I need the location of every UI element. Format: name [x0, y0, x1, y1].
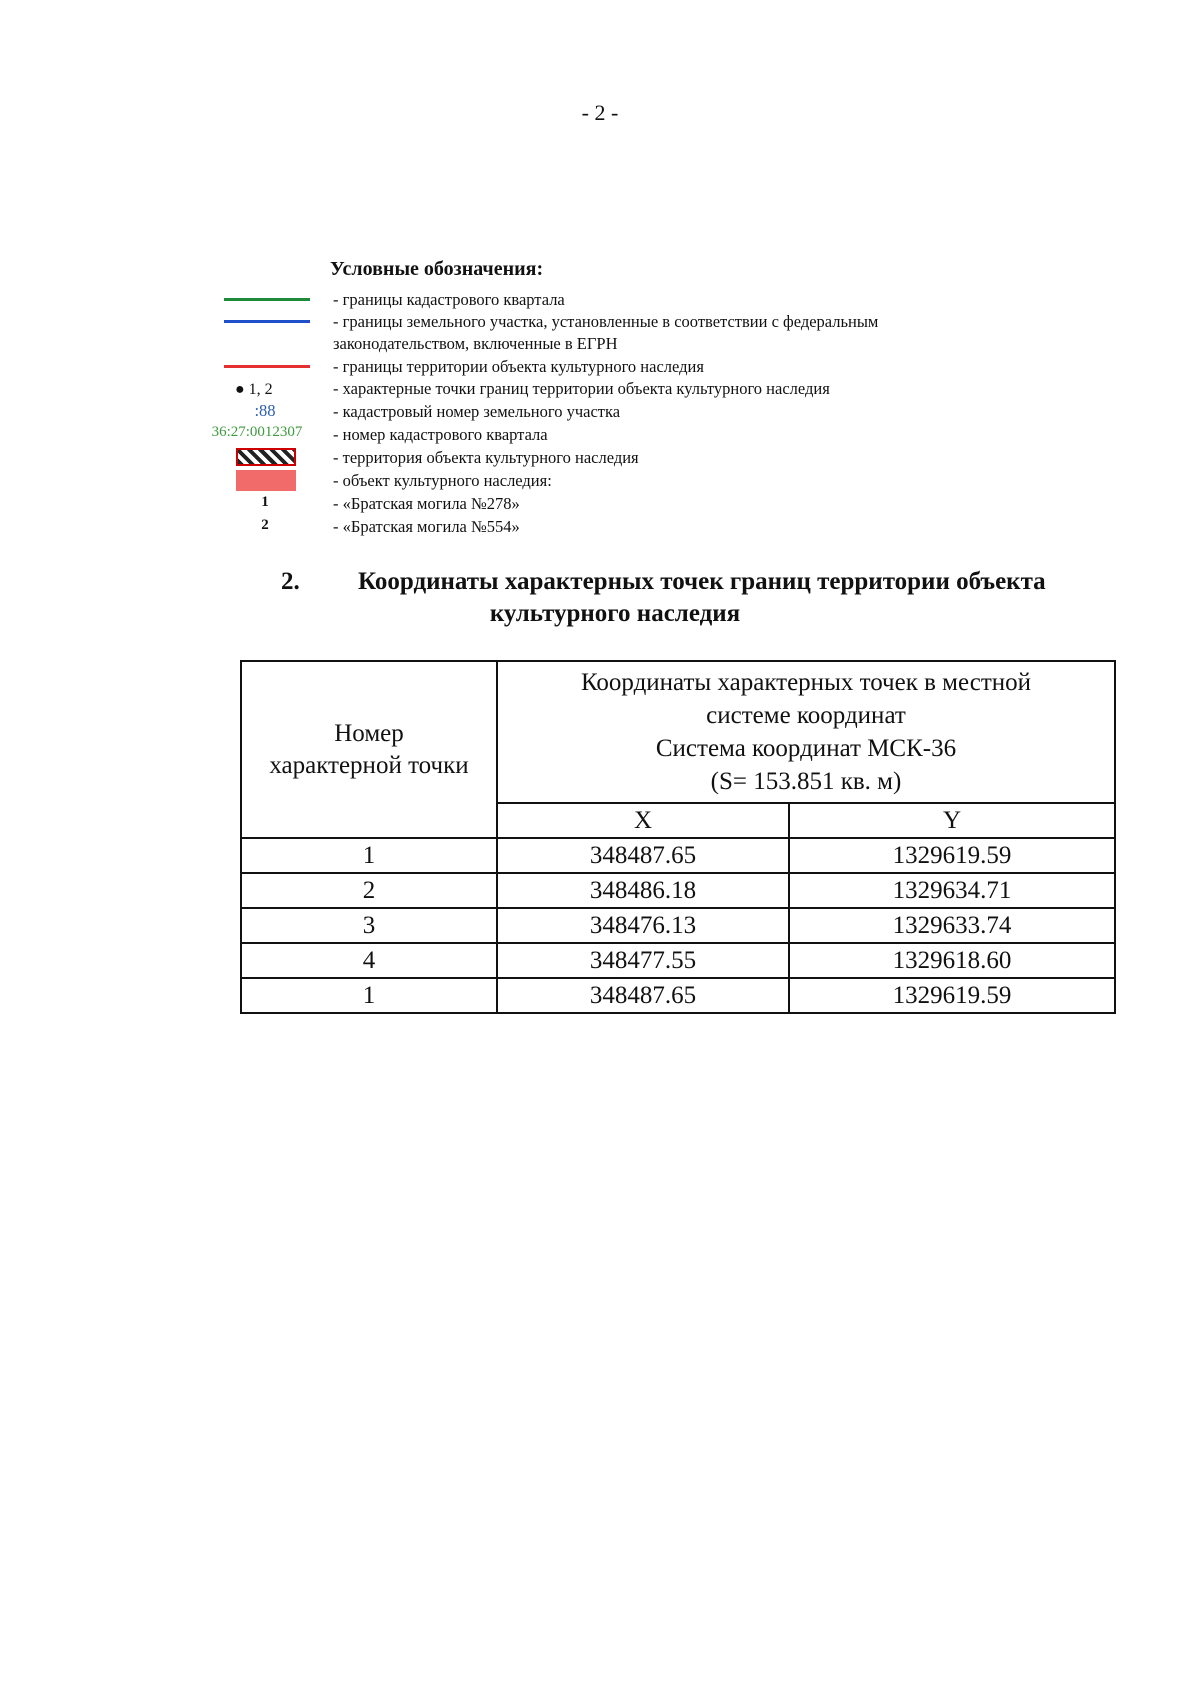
cell-x: 348477.55 — [497, 943, 789, 978]
table-row — [241, 873, 1115, 908]
header-point-number — [241, 661, 497, 838]
legend-text: - «Братская могила №278» — [333, 494, 520, 513]
legend-row-parcel-border-cont — [200, 333, 1100, 355]
legend-row-heritage-border — [200, 356, 1100, 378]
legend-row-parcel-border — [200, 311, 1100, 333]
cell-y: 1329633.74 — [789, 908, 1115, 943]
header-point-line: характерной точки — [269, 751, 469, 779]
legend-text: - границы земельного участка, установленные в соответствии с федеральным — [333, 312, 879, 331]
table-row — [241, 838, 1115, 873]
legend-text: - границы кадастрового квартала — [333, 290, 565, 309]
cell-y: 1329634.71 — [789, 873, 1115, 908]
blue-line-symbol — [224, 320, 310, 323]
cell-point-number: 1 — [241, 838, 497, 873]
legend-title: Условные обозначения: — [330, 258, 544, 280]
object-number-symbol: 1 — [261, 494, 269, 510]
cell-point-number: 1 — [241, 978, 497, 1013]
legend-row-heritage-territory — [200, 447, 1100, 469]
object-number-symbol: 2 — [261, 517, 269, 533]
section-title-line-2: культурного наследия — [489, 600, 741, 627]
quarter-number-symbol: 36:27:0012307 — [211, 424, 303, 440]
hatched-area-symbol — [236, 448, 296, 466]
header-coords-line: Система координат МСК-36 — [655, 735, 957, 762]
header-coordinates — [497, 661, 1115, 803]
legend-text: - номер кадастрового квартала — [333, 425, 548, 444]
cell-x: 348476.13 — [497, 908, 789, 943]
page-number: - 2 - — [581, 100, 619, 125]
legend-row-heritage-object — [200, 470, 1100, 492]
section-title-line-2-wrap — [240, 598, 1200, 630]
point-symbol-label: 1, 2 — [248, 381, 273, 398]
table-row — [241, 978, 1115, 1013]
red-line-symbol — [224, 365, 310, 368]
legend-text: - территория объекта культурного наследия — [333, 448, 639, 467]
cell-y: 1329619.59 — [789, 838, 1115, 873]
legend-row-points — [200, 378, 1100, 400]
legend-text: законодательством, включенные в ЕГРН — [333, 334, 618, 353]
cell-point-number: 2 — [241, 873, 497, 908]
cell-x: 348487.65 — [497, 978, 789, 1013]
header-x: X — [497, 803, 789, 838]
legend-row-quarter-number — [200, 424, 1100, 446]
red-fill-symbol — [236, 470, 296, 491]
point-symbol: ● 1, 2 — [235, 381, 273, 398]
table-row — [241, 943, 1115, 978]
cell-point-number: 4 — [241, 943, 497, 978]
legend-row-object-1 — [200, 493, 1100, 515]
legend-row-quarter-border — [200, 289, 1100, 311]
legend-row-object-2 — [200, 516, 1100, 538]
green-line-symbol — [224, 298, 310, 301]
legend-text: - кадастровый номер земельного участка — [333, 402, 621, 421]
header-y: Y — [789, 803, 1115, 838]
legend-row-parcel-number — [200, 401, 1100, 423]
table-header-row — [241, 661, 1115, 803]
table-row — [241, 908, 1115, 943]
parcel-number-symbol: :88 — [254, 401, 276, 420]
header-coords-line: (S= 153.851 кв. м) — [710, 768, 902, 795]
legend-text: - «Братская могила №554» — [333, 517, 520, 536]
legend-text: - объект культурного наследия: — [333, 471, 552, 490]
cell-y: 1329618.60 — [789, 943, 1115, 978]
cell-point-number: 3 — [241, 908, 497, 943]
header-coords-line: Координаты характерных точек в местной — [580, 669, 1031, 696]
cell-x: 348486.18 — [497, 873, 789, 908]
legend-text: - характерные точки границ территории объекта культурного наследия — [333, 379, 830, 398]
header-coords-line: системе координат — [706, 702, 906, 729]
section-number: 2. — [281, 568, 300, 595]
header-point-line: Номер — [334, 719, 404, 747]
cell-x: 348487.65 — [497, 838, 789, 873]
coordinates-table — [240, 660, 1116, 1014]
section-title-line-1: Координаты характерных точек границ территории объекта — [358, 568, 1046, 595]
legend-text: - границы территории объекта культурного наследия — [333, 357, 704, 376]
cell-y: 1329619.59 — [789, 978, 1115, 1013]
